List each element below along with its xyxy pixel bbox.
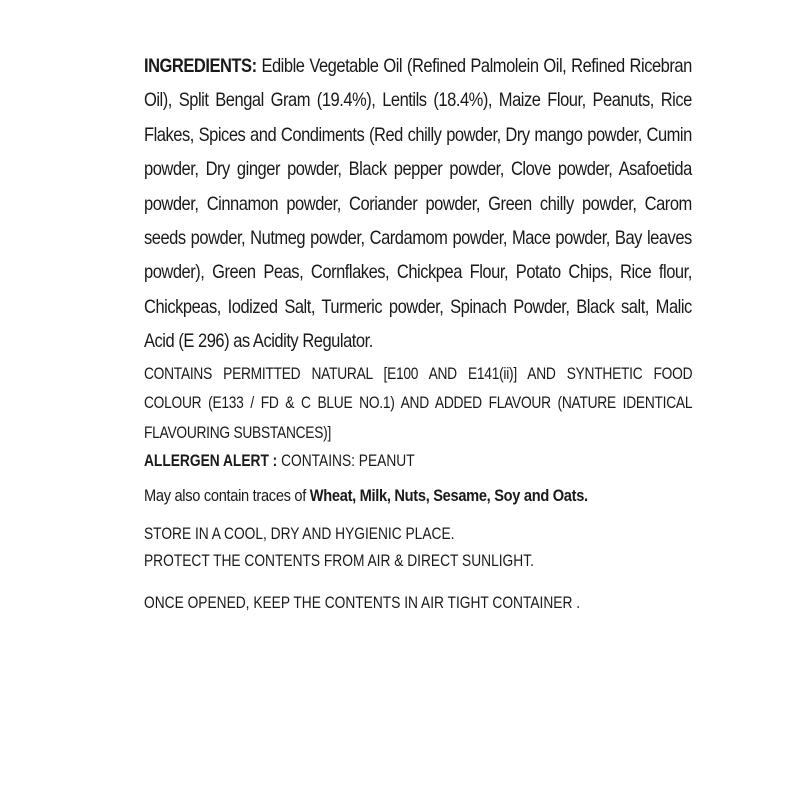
traces-items: Wheat, Milk, Nuts, Sesame, Soy and Oats. (309, 486, 588, 506)
ingredients-heading: INGREDIENTS: (144, 56, 257, 77)
allergen-heading: ALLERGEN ALERT : (144, 452, 278, 471)
colour-notice: CONTAINS PERMITTED NATURAL [E100 AND E141(ii)] AND SYNTHETIC FOOD COLOUR (E133 / FD & C BLUE NO.1) AND ADDED FLAVOUR (NATURE IDENTICAL FLAVOURING SUBSTANCES)] (144, 364, 693, 442)
traces-prefix: May also contain traces of (144, 486, 310, 506)
storage-instructions (144, 521, 692, 575)
storage-line-1: STORE IN A COOL, DRY AND HYGIENIC PLACE. (144, 525, 455, 544)
ingredients-text: Edible Vegetable Oil (Refined Palmolein Oil, Refined Ricebran Oil), Split Bengal Gram (19.4%), Lentils (18.4%), Maize Flour, Peanuts, Rice Flakes, Spices and Condiments (Red chilly powder, Dry mango powder, Cumin powder, Dry ginger powder, Black pepper powder, Clove powder, Asafoetida powder, Cinnamon powder, Coriander powder, Green chilly powder, Carom seeds powder, Nutmeg powder, Cardamom powder, Mace powder, Bay leaves powder), Green Peas, Cornflakes, Chickpea Flour, Potato Chips, Rice flour, Chickpeas, Iodized Salt, Turmeric powder, Spinach Powder, Black salt, Malic Acid (E 296) as Acidity Regulator. (144, 56, 692, 353)
once-opened-notice: ONCE OPENED, KEEP THE CONTENTS IN AIR TIGHT CONTAINER . (144, 594, 581, 613)
traces-notice (144, 479, 692, 513)
storage-line-2: PROTECT THE CONTENTS FROM AIR & DIRECT SUNLIGHT. (144, 552, 534, 571)
allergen-text: CONTAINS: PEANUT (277, 452, 415, 471)
allergen-alert (144, 448, 692, 475)
ingredient-label (144, 50, 692, 617)
ingredients-paragraph (144, 50, 692, 360)
